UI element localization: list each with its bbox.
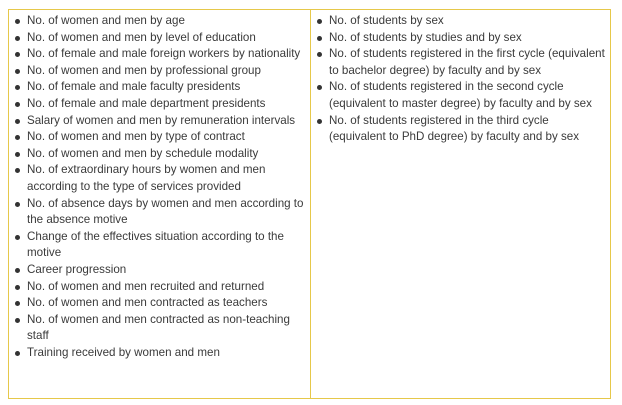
list-item	[313, 79, 606, 112]
bullet-icon	[15, 268, 20, 273]
list-item	[11, 79, 306, 96]
list-item-text: No. of women and men by level of education	[27, 30, 256, 44]
list-item	[11, 162, 306, 195]
bullet-icon	[15, 351, 20, 356]
bullet-icon	[15, 202, 20, 207]
bullet-icon	[15, 152, 20, 157]
list-item-text: No. of women and men by age	[27, 14, 185, 27]
list-item-text: Career progression	[27, 262, 127, 276]
list-item	[313, 46, 606, 79]
list-item	[313, 30, 606, 47]
list-item	[11, 46, 306, 63]
list-item-text: No. of women and men by type of contract	[27, 130, 245, 144]
list-item-text: No. of women and men by professional group	[27, 63, 261, 77]
bullet-icon	[15, 119, 20, 124]
bullet-icon	[317, 119, 322, 124]
list-item-text: No. of students by sex	[329, 14, 444, 27]
list-item-text: No. of absence days by women and men according to the absence motive	[27, 196, 304, 227]
list-item-text: No. of students by studies and by sex	[329, 30, 522, 44]
list-item	[11, 113, 306, 130]
list-item	[11, 345, 306, 362]
bullet-icon	[15, 285, 20, 290]
list-item-text: No. of women and men recruited and returned	[27, 279, 265, 293]
staff-indicators-column	[9, 10, 311, 398]
bullet-icon	[317, 19, 322, 24]
staff-indicators-list	[11, 13, 306, 361]
bullet-icon	[15, 85, 20, 90]
list-item	[11, 63, 306, 80]
bullet-icon	[317, 52, 322, 57]
bullet-icon	[15, 102, 20, 107]
list-item	[11, 262, 306, 279]
list-item	[11, 229, 306, 262]
list-item	[11, 13, 306, 30]
list-item	[11, 312, 306, 345]
list-item-text: No. of women and men contracted as non-teaching staff	[27, 312, 290, 343]
list-item-text: No. of students registered in the first cycle (equivalent to bachelor degree) by faculty and by sex	[329, 47, 605, 77]
bullet-icon	[15, 19, 20, 24]
list-item	[11, 295, 306, 312]
list-item-text: No. of female and male department presidents	[27, 96, 266, 110]
list-item-text: No. of extraordinary hours by women and men according to the type of services provided	[27, 163, 266, 193]
list-item	[11, 196, 306, 229]
list-item	[11, 96, 306, 113]
list-item	[313, 13, 606, 30]
list-item-text: No. of female and male faculty presidents	[27, 80, 241, 94]
bullet-icon	[15, 135, 20, 140]
bullet-icon	[15, 36, 20, 41]
indicator-table	[8, 9, 611, 399]
student-indicators-column	[311, 10, 610, 398]
list-item-text: No. of female and male foreign workers by nationality	[27, 47, 301, 61]
list-item	[313, 113, 606, 146]
list-item-text: No. of women and men by schedule modality	[27, 146, 259, 160]
bullet-icon	[317, 85, 322, 90]
bullet-icon	[15, 69, 20, 74]
list-item	[11, 279, 306, 296]
list-item	[11, 129, 306, 146]
student-indicators-list	[313, 13, 606, 146]
bullet-icon	[15, 52, 20, 57]
bullet-icon	[15, 235, 20, 240]
list-item-text: No. of students registered in the second cycle (equivalent to master degree) by faculty and by sex	[329, 80, 592, 110]
list-item-text: No. of students registered in the third cycle (equivalent to PhD degree) by faculty and by sex	[329, 113, 580, 144]
list-item-text: No. of women and men contracted as teachers	[27, 296, 268, 310]
list-item	[11, 146, 306, 163]
bullet-icon	[15, 318, 20, 323]
bullet-icon	[15, 168, 20, 173]
list-item-text: Change of the effectives situation according to the motive	[27, 229, 284, 260]
bullet-icon	[15, 301, 20, 306]
bullet-icon	[317, 36, 322, 41]
list-item-text: Training received by women and men	[27, 345, 220, 359]
list-item-text: Salary of women and men by remuneration intervals	[27, 113, 296, 127]
list-item	[11, 30, 306, 47]
